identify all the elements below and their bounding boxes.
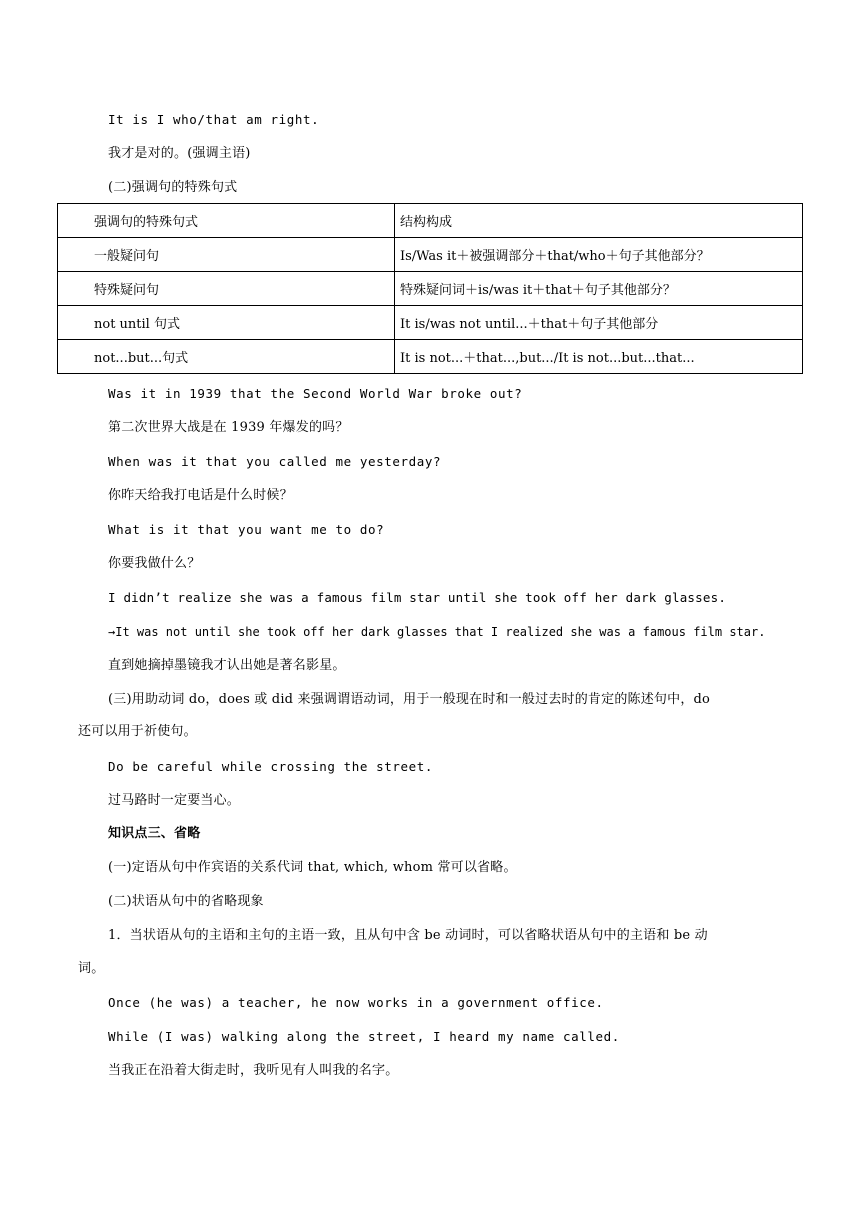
example-chinese: 过马路时一定要当心。 [108, 793, 241, 808]
table-cell: 特殊疑问词＋is/was it＋that＋句子其他部分？ [395, 272, 803, 306]
example-english: I didn’t realize she was a famous film star until she took off her dark glasses. [108, 590, 727, 605]
table-cell: not...but...句式 [58, 340, 395, 374]
example-rewrite: →It was not until she took off her dark glasses that I realized she was a famous film star. [108, 625, 766, 639]
special-forms-table [57, 203, 803, 374]
table-row [58, 238, 803, 272]
table-cell: It is not...＋that...,but.../It is not...but...that... [395, 340, 803, 374]
example-chinese: 当我正在沿着大街走时，我听见有人叫我的名字。 [108, 1063, 399, 1078]
example-chinese: 我才是对的。(强调主语) [108, 146, 251, 161]
table-cell: not until 句式 [58, 306, 395, 340]
example-english: While (I was) walking along the street, I heard my name called. [108, 1029, 620, 1044]
example-chinese: 第二次世界大战是在 1939 年爆发的吗？ [108, 420, 349, 435]
example-chinese: 你昨天给我打电话是什么时候？ [108, 488, 293, 503]
section-heading: (二)强调句的特殊句式 [108, 180, 238, 195]
table-row [58, 272, 803, 306]
table-cell: It is/was not until...＋that＋句子其他部分 [395, 306, 803, 340]
example-chinese: 你要我做什么？ [108, 556, 201, 571]
table-header-cell: 结构构成 [395, 204, 803, 238]
section-item: (二)状语从句中的省略现象 [108, 894, 264, 909]
section-item: (一)定语从句中作宾语的关系代词 that, which, whom 常可以省略。 [108, 860, 517, 875]
table-row [58, 306, 803, 340]
example-english: What is it that you want me to do? [108, 522, 385, 537]
rule-paragraph: 1．当状语从句的主语和主句的主语一致，且从句中含 be 动词时，可以省略状语从句中的主语和 be 动 [108, 928, 708, 943]
section-paragraph: (三)用助动词 do，does 或 did 来强调谓语动词，用于一般现在时和一般过去时的肯定的陈述句中，do [108, 692, 711, 707]
example-english: When was it that you called me yesterday? [108, 454, 442, 469]
knowledge-point-title: 知识点三、省略 [108, 826, 201, 841]
table-cell: 特殊疑问句 [58, 272, 395, 306]
section-paragraph-continued: 还可以用于祈使句。 [78, 724, 197, 739]
table-header-cell: 强调句的特殊句式 [58, 204, 395, 238]
example-chinese: 直到她摘掉墨镜我才认出她是著名影星。 [108, 658, 346, 673]
example-english: Do be careful while crossing the street. [108, 759, 434, 774]
example-english: Was it in 1939 that the Second World War broke out? [108, 386, 523, 401]
table-cell: Is/Was it＋被强调部分＋that/who＋句子其他部分？ [395, 238, 803, 272]
table-cell: 一般疑问句 [58, 238, 395, 272]
table-header-row [58, 204, 803, 238]
example-english: Once (he was) a teacher, he now works in a government office. [108, 995, 604, 1010]
table-row [58, 340, 803, 374]
rule-paragraph-continued: 词。 [78, 961, 105, 976]
example-english: It is I who/that am right. [108, 112, 320, 127]
